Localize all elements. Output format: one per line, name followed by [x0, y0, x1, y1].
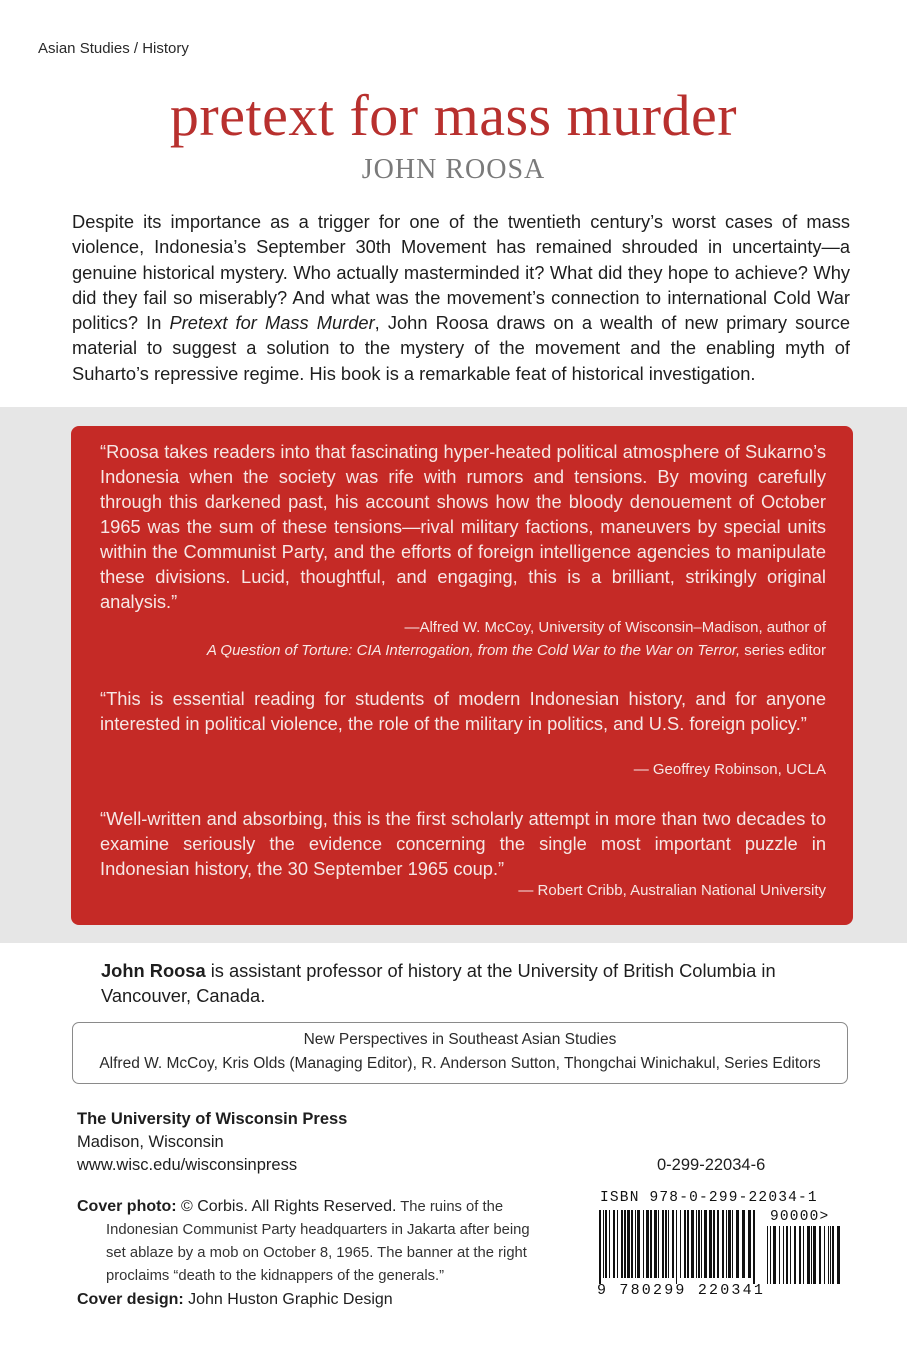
description-part1: Despite its importance as a trigger for one of the twentieth century’s worst cases of mass violence, Indonesia’s September 30th Movement has remained shrouded in uncertainty—a genuine historical mystery. Who actually masterminded it? What did they hope to achieve? Why did they fail so miserably? And what was the movement’s connection to international Cold War politics? In	[72, 211, 850, 334]
publisher-location: Madison, Wisconsin	[77, 1133, 224, 1151]
photo-credit-line	[77, 1195, 557, 1219]
publisher-url: www.wisc.edu/wisconsinpress	[77, 1156, 298, 1174]
photo-caption: The ruins of the	[396, 1199, 504, 1215]
description-part2: , John Roosa draws on a wealth of new primary source material to suggest a solution to the mystery of the movement and the enabling myth of Suharto’s repressive regime. His book is a remarkable feat of historical investigation.	[72, 312, 851, 384]
design-credit-value: John Huston Graphic Design	[183, 1291, 393, 1308]
bio-name: John Roosa	[101, 960, 206, 981]
series-title: New Perspectives in Southeast Asian Studies	[303, 1031, 617, 1048]
design-credit-label: Cover design:	[77, 1291, 184, 1308]
photo-caption: set ablaze by a mob on October 8, 1965. The banner at the right	[106, 1245, 527, 1261]
description-book-title: Pretext for Mass Murder	[169, 312, 375, 334]
ean-digits: 9 780299 220341	[597, 1282, 766, 1299]
endorsement-attribution: — Robert Cribb, Australian National University	[518, 882, 826, 899]
category-label: Asian Studies / History	[38, 40, 189, 57]
publisher-name: The University of Wisconsin Press	[77, 1110, 348, 1128]
series-box	[72, 1022, 848, 1084]
author-bio	[101, 958, 841, 1008]
photo-credit-rights: © Corbis. All Rights Reserved.	[176, 1198, 397, 1215]
endorsement-attribution	[66, 616, 826, 662]
cover-credits	[77, 1195, 557, 1312]
attribution-role: series editor	[740, 642, 826, 659]
endorsement-quote: “Well-written and absorbing, this is the first scholarly attempt in more than two decades to examine seriously the evidence concerning the single most important puzzle in Indonesian history, the 30 September 1965 coup.”	[100, 808, 826, 879]
design-credit-line	[77, 1288, 557, 1312]
endorsement-quote: “Roosa takes readers into that fascinating hyper-heated political atmosphere of Sukarno’s Indonesia when the society was rife with rumors and tensions. By moving carefully through this darkened past, his account shows how the bloody denouement of October 1965 was the sum of these tensions—rival military factions, maneuvers by special units within the Communist Party, and the efforts of foreign intelligence agencies to manipulate these divisions. Lucid, thoughtful, and engaging, this is a brilliant, strikingly original analysis.”	[100, 441, 826, 612]
photo-caption: proclaims “death to the kidnappers of the generals.”	[106, 1268, 445, 1284]
attribution-line	[66, 639, 826, 662]
isbn-10: 0-299-22034-6	[657, 1156, 766, 1174]
series-editors: Alfred W. McCoy, Kris Olds (Managing Editor), R. Anderson Sutton, Thongchai Winichakul, Series Editors	[99, 1055, 821, 1072]
publisher-block	[77, 1108, 347, 1177]
attribution-line: —Alfred W. McCoy, University of Wisconsin–Madison, author of	[404, 619, 826, 636]
price-code: 90000>	[770, 1209, 830, 1225]
endorsement-attribution: — Geoffrey Robinson, UCLA	[633, 761, 826, 778]
bio-text: is assistant professor of history at the University of British Columbia in Vancouver, Canada.	[101, 960, 776, 1006]
book-author: JOHN ROOSA	[361, 154, 546, 185]
photo-credit-label: Cover photo:	[77, 1198, 177, 1215]
barcode	[597, 1190, 842, 1310]
photo-caption: Indonesian Communist Party headquarters in Jakarta after being	[106, 1222, 530, 1238]
attribution-work-title: A Question of Torture: CIA Interrogation, from the Cold War to the War on Terror,	[206, 642, 741, 659]
book-description	[72, 209, 850, 386]
isbn-13-label: ISBN 978-0-299-22034-1	[600, 1190, 818, 1206]
endorsement-quote: “This is essential reading for students of modern Indonesian history, and for anyone interested in political violence, the role of the military in politics, and U.S. foreign policy.”	[100, 688, 826, 734]
book-title: pretext for mass murder	[169, 83, 738, 148]
